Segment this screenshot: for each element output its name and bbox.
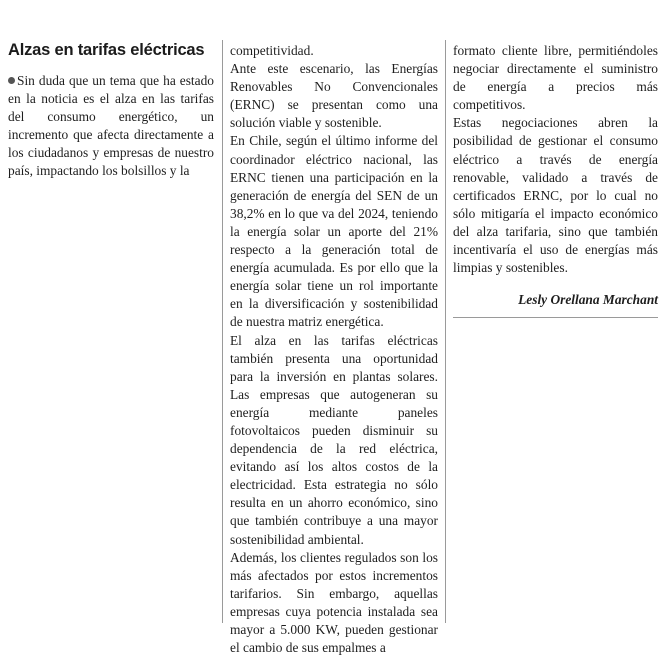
article-paragraph: Ante este escenario, las Energías Renovables No Convencionales (ERNC) se presentan como una solución viable y sostenible.	[230, 61, 438, 131]
article-paragraph: Estas negociaciones abren la posibilidad de gestionar el consumo eléctrico a través de energía renovable, validado a través de certificados ERNC, por lo cual no sólo mitigaría el impacto económico del alza tarifaria, sino que también incentivaría el uso de energías más limpias y sostenibles.	[453, 115, 658, 276]
article-paragraph: formato cliente libre, permitiéndoles negociar directamente el suministro de energía a precios más competitivos.	[453, 43, 658, 113]
article-headline: Alzas en tarifas eléctricas	[8, 41, 205, 59]
article-column-1	[8, 40, 214, 181]
article-paragraph: Además, los clientes regulados son los más afectados por estos incrementos tarifarios. Sin embargo, aquellas empresas cuya potencia instalada sea mayor a 5.000 KW, pueden gestionar el cambio de sus empalmes a	[230, 549, 438, 656]
article-paragraph: En Chile, según el último informe del coordinador eléctrico nacional, las ERNC tienen una participación en la generación de energía del SEN de un 38,2% en lo que va del 2024, teniendo la energía solar un aporte del 21% respecto a la generación total de energía acumulada. Es por ello que la energía solar tiene un rol importante en la diversificación y sostenibilidad de nuestra matriz energética.	[230, 133, 438, 330]
bullet-icon	[8, 77, 15, 84]
column-divider-2	[445, 40, 446, 623]
paragraph-text: Sin duda que un tema que ha estado en la noticia es el alza en las tarifas del consumo energético, un incremento que afecta directamente a los ciudadanos y empresas de nuestro país, impactando los bolsillos y la	[8, 73, 214, 179]
end-rule	[453, 317, 658, 318]
article-paragraph	[8, 72, 214, 181]
article-column-2	[230, 42, 438, 657]
article-column-3	[453, 42, 658, 318]
article-paragraph: El alza en las tarifas eléctricas también presenta una oportunidad para la inversión en plantas solares. Las empresas que autogeneran su energía mediante paneles fotovoltaicos pueden disminuir su dependencia de la red eléctrica, evitando así los altos costos de la electricidad. Esta estrategia no sólo resulta en un ahorro económico, sino que también contribuye a una mayor sostenibilidad ambiental.	[230, 332, 438, 547]
author-signature: Lesly Orellana Marchant	[518, 292, 658, 308]
column-divider-1	[222, 40, 223, 623]
article-paragraph: competitividad.	[230, 43, 314, 58]
